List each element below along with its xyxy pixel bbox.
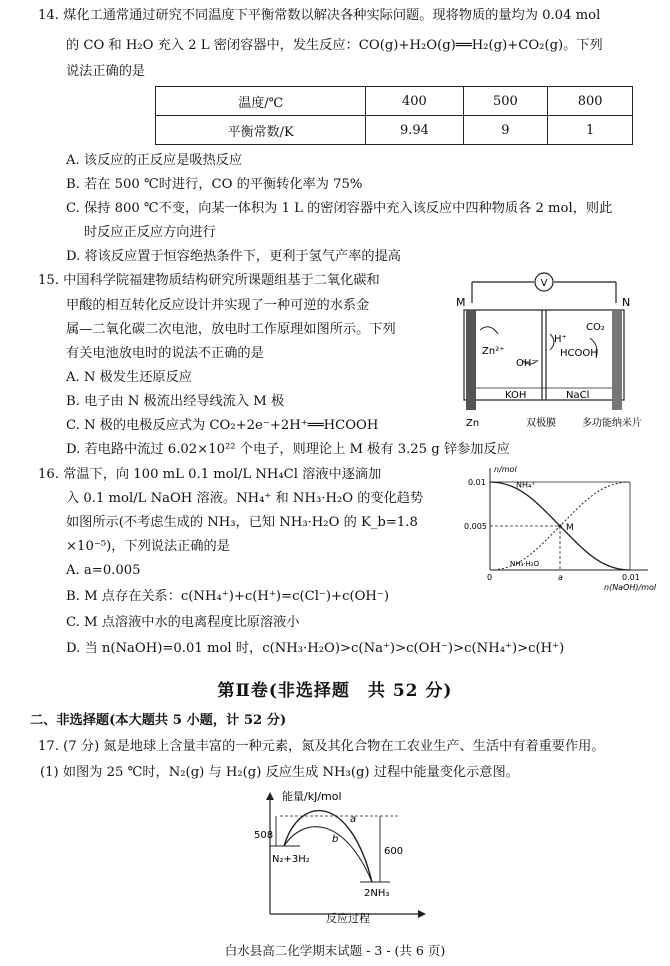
- species-h: H⁺: [554, 334, 567, 345]
- label-nanosheet: 多功能纳米片: [582, 418, 642, 429]
- value-600: 600: [384, 846, 404, 857]
- q14-stem-line2: 的 CO 和 H₂O 充入 2 L 密闭容器中，发生反应：CO(g)+H₂O(g)══H₂(g)+CO₂(g)。下列: [66, 38, 603, 53]
- energy-y-label: 能量/kJ/mol: [282, 790, 342, 803]
- x-tick-label: a: [558, 573, 563, 582]
- q16-chart: [462, 462, 662, 592]
- q15-stem-line2: 甲酸的相互转化反应设计并实现了一种可逆的水系金: [66, 298, 370, 313]
- q14-option-c-line2: 时反应正反应方向进行: [84, 225, 216, 240]
- point-m-label: M: [566, 523, 574, 533]
- section2-title: 第Ⅱ卷(非选择题 共 52 分): [217, 681, 453, 701]
- electrode-n-label: N: [622, 296, 631, 309]
- q17-stem-line2: (1) 如图为 25 ℃时，N₂(g) 与 H₂(g) 反应生成 NH₃(g) 过程中能量变化示意图。: [40, 765, 519, 780]
- table-cell: 500: [463, 87, 548, 116]
- q14-option-a: A. 该反应的正反应是吸热反应: [66, 153, 243, 168]
- value-508: 508: [254, 830, 274, 841]
- label-zn: Zn: [466, 418, 480, 429]
- table-cell: 温度/℃: [156, 87, 366, 116]
- q16-option-c: C. M 点溶液中水的电离程度比原溶液小: [66, 615, 300, 630]
- q14-option-c-line1: C. 保持 800 ℃不变，向某一体积为 1 L 的密闭容器中充入该反应中四种物质各 2 mol，则此: [66, 201, 613, 216]
- voltmeter-label: V: [540, 278, 548, 289]
- q15-stem-line3: 属—二氧化碳二次电池，放电时工作原理如图所示。下列: [66, 322, 396, 337]
- y-axis-label: n/mol: [494, 465, 517, 474]
- arrow-icon: [266, 792, 274, 800]
- table-cell: 800: [548, 87, 633, 116]
- table-row: [156, 87, 633, 116]
- q15-option-a: A. N 极发生还原反应: [66, 370, 192, 385]
- table-cell: 9.94: [366, 116, 463, 145]
- species-zn2plus: Zn²⁺: [482, 346, 505, 357]
- q15-stem-line1: 15. 中国科学院福建物质结构研究所课题组基于二氧化碳和: [38, 273, 380, 288]
- species-oh: OH⁻: [516, 358, 537, 369]
- electrolyte-koh: KOH: [505, 390, 527, 401]
- q16-option-d: D. 当 n(NaOH)=0.01 mol 时，c(NH₃·H₂O)>c(Na⁺)>c(OH⁻)>c(NH₄⁺)>c(H⁺): [66, 641, 565, 656]
- series-point: [558, 524, 561, 527]
- energy-x-label: 反应过程: [326, 912, 370, 925]
- table-cell: 1: [548, 116, 633, 145]
- product-label: 2NH₃: [364, 888, 390, 899]
- table-cell: 平衡常数/K: [156, 116, 366, 145]
- x-axis-label: n(NaOH)/mol: [604, 583, 657, 592]
- y-tick-label: 0.01: [468, 478, 486, 487]
- q15-option-d: D. 若电路中流过 6.02×10²² 个电子，则理论上 M 极有 3.25 g 锌参加反应: [66, 442, 510, 457]
- table-cell: 9: [463, 116, 548, 145]
- q15-stem-line4: 有关电池放电时的说法不正确的是: [66, 346, 264, 361]
- q15-option-c: C. N 极的电极反应式为 CO₂+2e⁻+2H⁺══HCOOH: [66, 418, 379, 433]
- electrolyte-nacl: NaCl: [566, 390, 590, 401]
- nanosheet-electrode: [612, 310, 622, 410]
- q14-stem-line1: 14. 煤化工通常通过研究不同温度下平衡常数以解决各种实际问题。现将物质的量均为 0.04 mol: [38, 8, 601, 23]
- section2-heading: 二、非选择题(本大题共 5 小题，计 52 分): [30, 713, 287, 728]
- y-tick-label: 0.005: [464, 522, 487, 531]
- label-membrane: 双极膜: [526, 418, 556, 429]
- q16-stem-line4: ×10⁻⁵)，下列说法正确的是: [66, 539, 230, 554]
- q14-stem-line3: 说法正确的是: [66, 64, 146, 79]
- q16-stem-line1: 16. 常温下，向 100 mL 0.1 mol/L NH₄Cl 溶液中逐滴加: [38, 467, 382, 482]
- x-tick-label: 0.01: [622, 573, 640, 582]
- battery-diagram: [450, 268, 660, 433]
- series-label-nh3h2o: NH₃·H₂O: [510, 560, 540, 568]
- x-tick-label: 0: [487, 573, 493, 582]
- arrow-icon: [418, 910, 426, 918]
- energy-diagram: [240, 786, 430, 926]
- q14-option-b: B. 若在 500 ℃时进行，CO 的平衡转化率为 75%: [66, 177, 363, 192]
- series-label-nh4: NH₄⁺: [516, 480, 536, 490]
- q14-option-d: D. 将该反应置于恒容绝热条件下，更利于氢气产率的提高: [66, 249, 401, 264]
- zn-electrode: [466, 310, 476, 410]
- table-row: [156, 116, 633, 145]
- species-hcooh: HCOOH: [560, 348, 598, 359]
- q16-option-a: A. a=0.005: [66, 563, 141, 578]
- table-cell: 400: [366, 87, 463, 116]
- q17-stem-line1: 17. (7 分) 氮是地球上含量丰富的一种元素，氮及其化合物在工农业生产、生活中有着重要作用。: [38, 739, 605, 754]
- curve-a-label: a: [350, 814, 357, 825]
- electrode-m-label: M: [456, 296, 466, 309]
- q16-stem-line2: 入 0.1 mol/L NaOH 溶液。NH₄⁺ 和 NH₃·H₂O 的变化趋势: [66, 491, 424, 506]
- species-co2: CO₂: [586, 322, 605, 333]
- page-footer: 白水县高二化学期末试题 - 3 - (共 6 页): [224, 943, 446, 958]
- equilibrium-constant-table: [155, 86, 633, 145]
- q15-option-b: B. 电子由 N 极流出经导线流入 M 极: [66, 394, 285, 409]
- curve-b-label: b: [332, 834, 339, 845]
- reactants-label: N₂+3H₂: [272, 854, 310, 865]
- q16-stem-line3: 如图所示(不考虑生成的 NH₃，已知 NH₃·H₂O 的 K_b=1.8: [66, 515, 418, 530]
- q16-option-b: B. M 点存在关系：c(NH₄⁺)+c(H⁺)=c(Cl⁻)+c(OH⁻): [66, 589, 390, 604]
